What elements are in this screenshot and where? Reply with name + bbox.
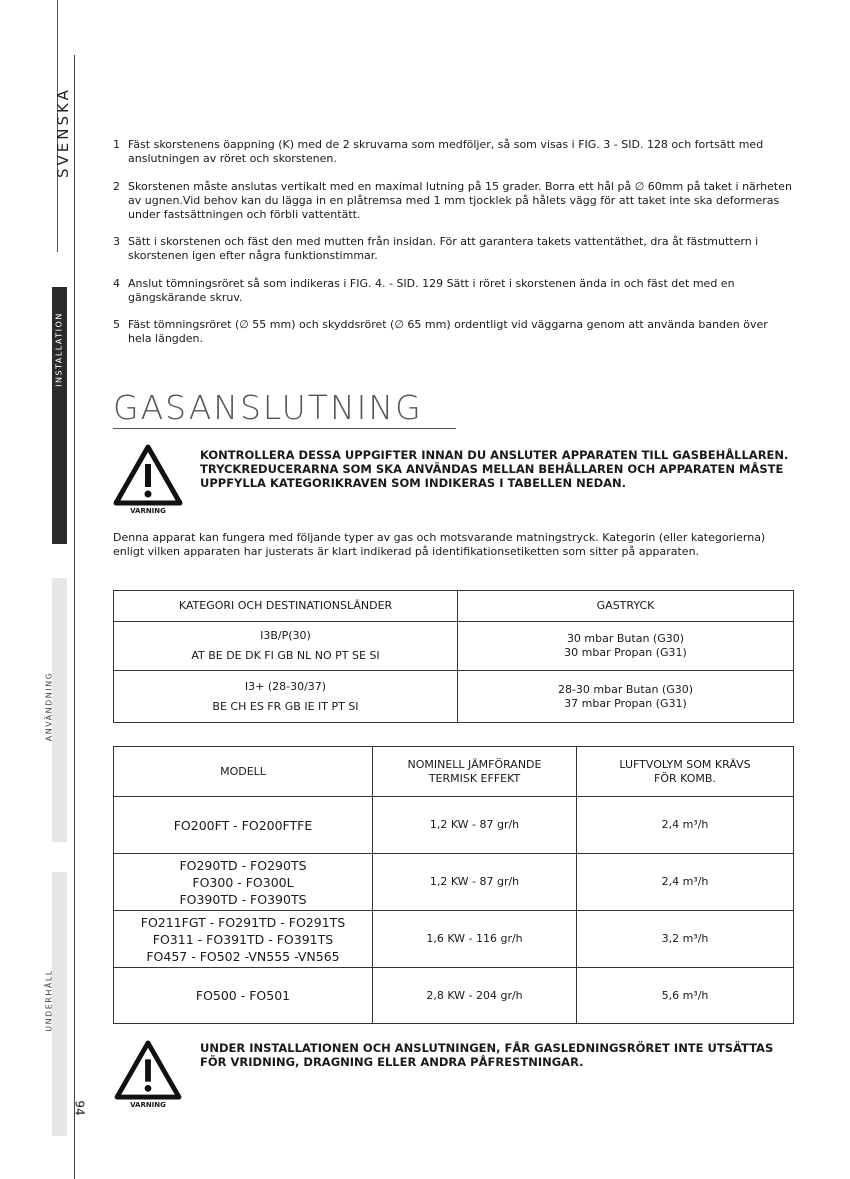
air-cell: 2,4 m³/h (577, 854, 794, 911)
step-number: 2 (113, 179, 120, 193)
tab-underhall-label: UNDERHÅLL (44, 969, 54, 1032)
column-header (373, 747, 577, 797)
table-row (114, 797, 794, 854)
step-text: Sätt i skorstenen och fäst den med mutten från insidan. För att garantera takets vattentäthet, dra åt fästmuttern i skorstenen igen efter några funktionstimmar. (128, 235, 759, 262)
gas-category-table (113, 590, 794, 723)
column-header: GASTRYCK (458, 591, 794, 622)
column-header: MODELL (114, 747, 373, 797)
table-row (114, 671, 794, 723)
pressure-cell (458, 622, 794, 671)
step-text: Fäst skorstenens öappning (K) med de 2 skruvarna som medföljer, så som visas i FIG. 3 - SID. 128 och fortsätt med anslutningen av röret och skorstenen. (128, 138, 764, 165)
tab-underhall[interactable] (44, 872, 67, 1136)
power-cell: 1,2 KW - 87 gr/h (373, 854, 577, 911)
power-cell: 1,6 KW - 116 gr/h (373, 911, 577, 968)
warning-sign (113, 444, 183, 515)
warning-triangle-icon (113, 1040, 183, 1100)
model-cell (114, 911, 373, 968)
step-number: 3 (113, 235, 120, 248)
step-number: 5 (113, 318, 120, 331)
table-header-row (114, 591, 794, 622)
installation-steps (113, 138, 793, 360)
list-item (113, 277, 793, 305)
warning-sign (113, 1040, 183, 1109)
model-name: FO211FGT - FO291TD - FO291TS (140, 914, 346, 930)
table-row (114, 854, 794, 911)
air-cell: 3,2 m³/h (577, 911, 794, 968)
table-row (114, 911, 794, 968)
model-name: FO200FT - FO200FTFE (173, 817, 313, 833)
warning-text: UNDER INSTALLATIONEN OCH ANSLUTNINGEN, FÅR GASLEDNINGSRÖRET INTE UTSÄTTAS FÖR VRIDNING, DRAGNING ELLER ANDRA PÅFRESTNINGAR. (200, 1041, 774, 1069)
model-name: FO500 - FO501 (195, 988, 291, 1003)
category-cell (114, 622, 458, 671)
column-header-line: TERMISK EFFEKT (428, 771, 521, 785)
model-table (113, 746, 794, 1024)
list-item (113, 318, 793, 346)
language-label: SVENSKA (54, 87, 72, 178)
warning-triangle-icon (113, 444, 183, 506)
pressure-propane: 30 mbar Propan (G31) (564, 646, 687, 659)
table-row (114, 622, 794, 671)
tab-installation[interactable] (52, 287, 67, 544)
pressure-cell (458, 671, 794, 723)
model-name: FO311 - FO391TD - FO391TS (152, 931, 334, 947)
pressure-butane: 30 mbar Butan (G30) (566, 632, 685, 645)
intro-paragraph: Denna apparat kan fungera med följande typer av gas och motsvarande matningstryck. Kategorin (eller kategorierna) enligt vilken apparaten har justerats är klart indikerad på identifikationsetiketten som sitter på apparaten. (113, 531, 766, 558)
step-number: 4 (113, 276, 120, 290)
column-header: KATEGORI OCH DESTINATIONSLÄNDER (114, 591, 458, 622)
column-header (577, 747, 794, 797)
list-item (113, 180, 793, 222)
page-number: 94 (72, 1100, 87, 1116)
list-item (113, 138, 793, 166)
tab-installation-label: INSTALLATION (54, 312, 64, 387)
model-name: FO457 - FO502 -VN555 -VN565 (146, 948, 340, 964)
model-name: FO300 - FO300L (192, 874, 294, 890)
step-text: Anslut tömningsröret så som indikeras i FIG. 4. - SID. 129 Sätt i röret i skorstenen ända in och fäst det med en gängskärande skruv. (128, 276, 735, 304)
table-header-row (114, 747, 794, 797)
category-code: I3+ (28-30/37) (244, 679, 327, 693)
power-cell: 1,2 KW - 87 gr/h (373, 797, 577, 854)
power-cell: 2,8 KW - 204 gr/h (373, 968, 577, 1024)
category-code: I3B/P(30) (260, 629, 311, 642)
step-text: Skorstenen måste anslutas vertikalt med en maximal lutning på 15 grader. Borra ett hål på ∅ 60mm på taket i närheten av ugnen.Vid behov kan du lägga in en plåtremsa med 1 mm tjocklek på hålets vägg för att taket inte ska deformeras under fastsättningen och förbli vattentätt. (128, 179, 792, 221)
list-item (113, 235, 793, 263)
pressure-propane: 37 mbar Propan (G31) (564, 696, 687, 710)
model-cell (114, 797, 373, 854)
country-list: BE CH ES FR GB IE IT PT SI (212, 699, 359, 713)
column-header-line: LUFTVOLYM SOM KRÄVS (619, 757, 751, 771)
air-cell: 5,6 m³/h (577, 968, 794, 1024)
warning-caption: VARNING (130, 507, 166, 515)
model-name: FO390TD - FO390TS (179, 891, 307, 907)
step-number: 1 (113, 138, 120, 151)
air-cell: 2,4 m³/h (577, 797, 794, 854)
section-title: GASANSLUTNING (113, 388, 456, 429)
margin-rule (74, 55, 75, 1179)
column-header-line: FÖR KOMB. (654, 771, 716, 785)
model-cell (114, 854, 373, 911)
table-row (114, 968, 794, 1024)
country-list: AT BE DE DK FI GB NL NO PT SE SI (191, 649, 380, 662)
tab-anvandning-label: ANVÄNDNING (44, 671, 54, 742)
warning-caption: VARNING (130, 1101, 166, 1109)
tab-anvandning[interactable] (44, 578, 67, 842)
model-name: FO290TD - FO290TS (179, 857, 307, 873)
step-text: Fäst tömningsröret (∅ 55 mm) och skyddsröret (∅ 65 mm) ordentligt vid väggarna genom att använda banden över hela längden. (128, 318, 768, 345)
category-cell (114, 671, 458, 723)
model-cell (114, 968, 373, 1024)
pressure-butane: 28-30 mbar Butan (G30) (557, 682, 694, 696)
warning-text: KONTROLLERA DESSA UPPGIFTER INNAN DU ANSLUTER APPARATEN TILL GASBEHÅLLAREN. TRYCKREDUCERARNA SOM SKA ANVÄNDAS MELLAN BEHÅLLAREN OCH APPARATEN MÅSTE UPPFYLLA KATEGORIKRAVEN SOM INDIKERAS I TABELLEN NEDAN. (200, 448, 789, 490)
column-header-line: NOMINELL JÄMFÖRANDE (407, 757, 542, 771)
